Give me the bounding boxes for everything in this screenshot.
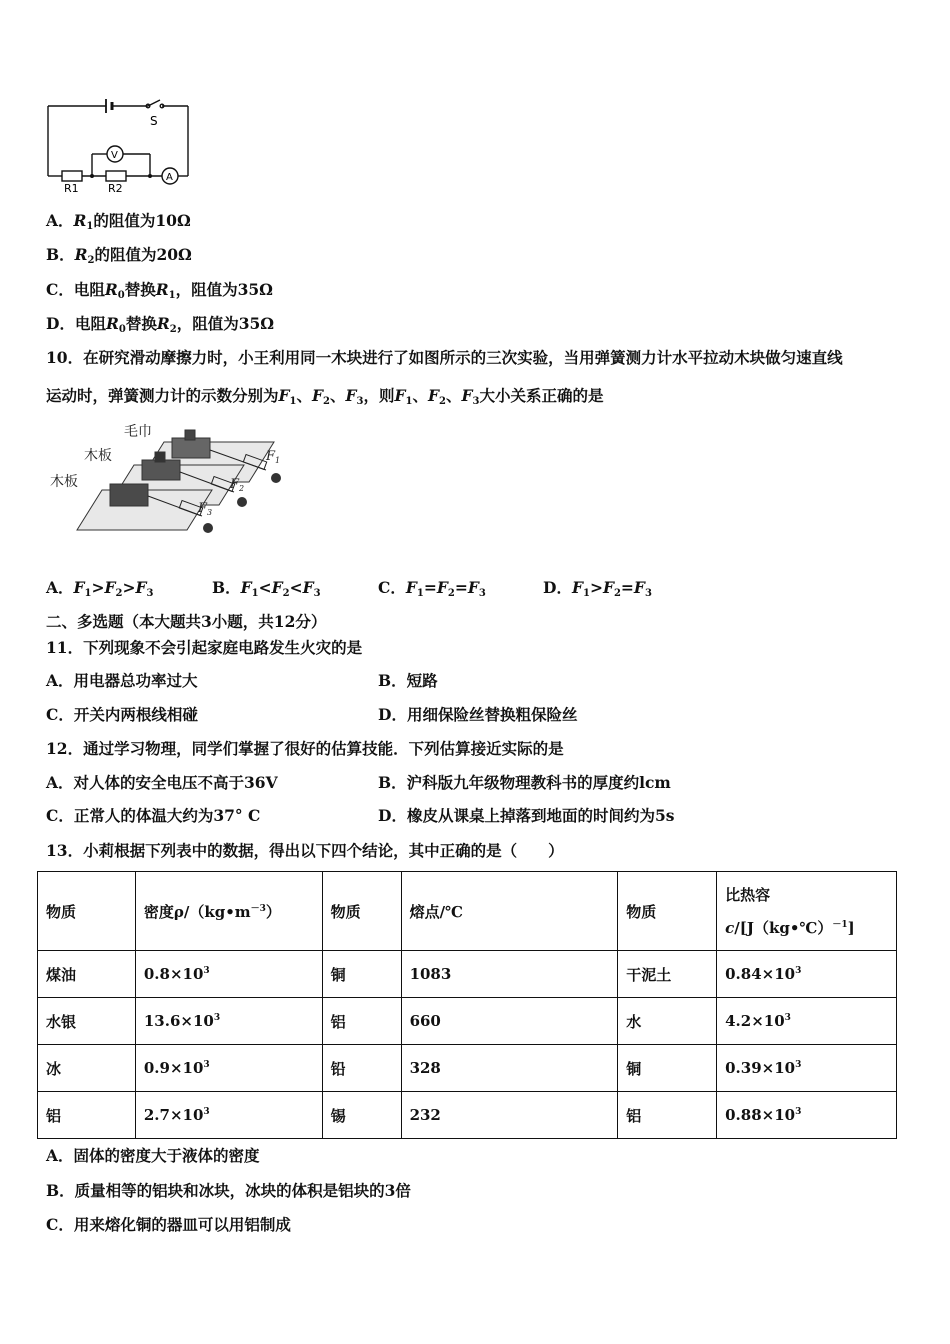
table-row: 铝 $2.7\times 10^3$ 锡 232 铝 $0.88\times 10^3$ xyxy=(38,1092,897,1139)
q11-option-a: A．用电器总功率过大 xyxy=(46,671,198,690)
q11-option-b: B．短路 xyxy=(378,671,438,690)
q9-option-c: C．电阻$R_0$替换$R_1$，阻值为35Ω xyxy=(46,280,273,301)
header-melting-point: 熔点/℃ xyxy=(401,872,618,951)
q11-option-d: D．用细保险丝替换粗保险丝 xyxy=(378,705,578,724)
friction-experiment-figure xyxy=(44,420,294,550)
header-density: 密度$\rho/(kg•m^{-3})$ xyxy=(135,872,322,951)
q12-option-b: B．沪科版九年级物理教科书的厚度约lcm xyxy=(378,773,671,792)
data-table xyxy=(37,871,897,1139)
q11-stem: 11．下列现象不会引起家庭电路发生火灾的是 xyxy=(46,638,363,657)
q12-option-c: C．正常人的体温大约为37° C xyxy=(46,806,261,825)
q13-option-a: A．固体的密度大于液体的密度 xyxy=(46,1146,260,1165)
f2-label: $F_2$ xyxy=(230,477,245,493)
q13-option-c: C．用来熔化铜的器皿可以用铝制成 xyxy=(46,1215,291,1234)
q9-option-a: A．$R_1$的阻值为10Ω xyxy=(46,211,191,232)
q12-option-a: A．对人体的安全电压不高于36V xyxy=(46,773,278,792)
switch-label: S xyxy=(150,114,158,128)
q10-stem-line1: 10．在研究滑动摩擦力时，小王利用同一木块进行了如图所示的三次实验，当用弹簧测力计水平拉动木块做匀速直线 xyxy=(46,348,843,367)
header-substance-3: 物质 xyxy=(618,872,717,951)
header-substance-1: 物质 xyxy=(38,872,136,951)
table-row: 煤油 $0.8\times 10^3$ 铜 1083 干泥土 $0.84\times 10^3$ xyxy=(38,951,897,998)
towel-label: 毛巾 xyxy=(124,424,152,440)
q10-option-c: C．$F_1=F_2=F_3$ xyxy=(378,578,486,599)
q13-stem: 13．小莉根据下列表中的数据，得出以下四个结论，其中正确的是（ ） xyxy=(46,841,564,860)
header-specific-heat: 比热容 c/[J（kg•℃）$^{-1}$] xyxy=(717,872,897,951)
board-label-lower: 木板 xyxy=(50,474,78,490)
q11-option-c: C．开关内两根线相碰 xyxy=(46,705,198,724)
section-title: 二、多选题（本大题共3小题，共12分） xyxy=(46,612,327,631)
q9-option-d: D．电阻$R_0$替换$R_2$，阻值为35Ω xyxy=(46,314,275,335)
q13-option-b: B．质量相等的铝块和冰块，冰块的体积是铝块的3倍 xyxy=(46,1181,411,1200)
f3-label: $F_3$ xyxy=(198,501,213,517)
q10-stem-line2: 运动时，弹簧测力计的示数分别为$F_1$、$F_2$、$F_3$，则$F_1$、$F_2$、$F_3$大小关系正确的是 xyxy=(46,386,604,407)
r2-label: R2 xyxy=(108,182,123,194)
f1-label: $F_1$ xyxy=(266,449,281,465)
header-substance-2: 物质 xyxy=(322,872,401,951)
voltmeter-label: V xyxy=(111,150,118,161)
table-row: 冰 $0.9\times 10^3$ 铅 328 铜 $0.39\times 10^3$ xyxy=(38,1045,897,1092)
table-header-row xyxy=(38,872,897,951)
r1-label: R1 xyxy=(64,182,79,194)
q9-option-b: B．$R_2$的阻值为20Ω xyxy=(46,245,192,266)
q10-option-a: A．$F_1>F_2>F_3$ xyxy=(46,578,154,599)
q10-option-d: D．$F_1>F_2=F_3$ xyxy=(543,578,652,599)
q12-option-d: D．橡皮从课桌上掉落到地面的时间约为5s xyxy=(378,806,675,825)
board-label-upper: 木板 xyxy=(84,448,112,464)
table-row: 水银 $13.6\times 10^3$ 铝 660 水 $4.2\times 10^3$ xyxy=(38,998,897,1045)
q10-option-b: B．$F_1<F_2<F_3$ xyxy=(212,578,321,599)
q12-stem: 12．通过学习物理，同学们掌握了很好的估算技能．下列估算接近实际的是 xyxy=(46,739,564,758)
ammeter-label: A xyxy=(166,172,173,183)
circuit-diagram xyxy=(44,96,194,194)
